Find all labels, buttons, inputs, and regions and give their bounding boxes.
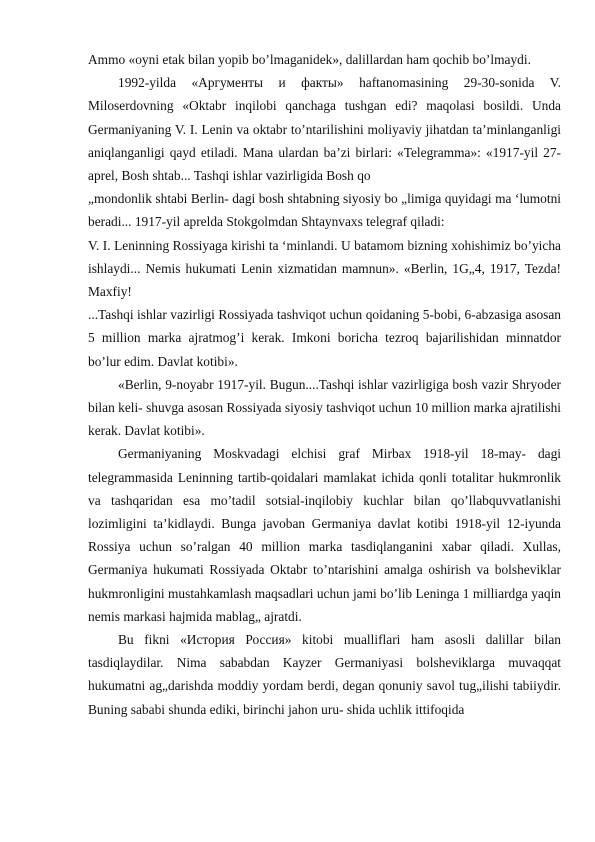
paragraph-intro: Ammo «oyni etak bilan yopib bo’lmaganidek», dalillardan ham qochib bo’lmaydi. — [88, 52, 531, 67]
paragraph-history-book: Bu fikni «История Россия» kitobi mualliflari ham asosli dalillar bilan tasdiqlaydilar. Nima sababdan Kayzer Germaniyasi bolsheviklarga muvaqqat hukumatni ag„darishda moddiy yordam berdi, degan qonuniy savol tug„ilishi tabiiydir. Buning sababi shunda ediki, birinchi jahon uru- shida uchlik ittifoqida — [88, 632, 561, 717]
document-body — [88, 48, 561, 721]
paragraph-mirbach: Germaniyaning Moskvadagi elchisi graf Mirbax 1918-yil 18-may- dagi telegrammasida Leninning tartib-qoidalari mamlakat ichida qonli totalitar hukmronlik va tashqaridan esa mo’tadil sotsial-inqilobiy kuchlar bilan qo’llabquvvatlanishi lozimligini ta’kidlaydi. Bunga javoban Germaniya davlat kotibi 1918-yil 12-iyunda Rossiya uchun so’ralgan 40 million marka tasdiqlanganini xabar qiladi. Xullas, Germaniya hukumati Rossiyada Oktabr to’ntarishini amalga oshirish va bolsheviklar hukmronligini mustahkamlash maqsadlari uchun jami bo’lib Leninga 1 milliardga yaqin nemis markasi hajmida mablag„ ajratdi. — [88, 446, 561, 624]
paragraph-telegram-continuation: „mondonlik shtabi Berlin- dagi bosh shtabning siyosiy bo „limiga quyidagi ma ‘lumotni beradi... 1917-yil aprelda Stokgolmdan Shtaynvaxs telegraf qiladi: — [88, 191, 561, 230]
paragraph-berlin-november: «Berlin, 9-noyabr 1917-yil. Bugun....Tashqi ishlar vazirligiga bosh vazir Shryoder bilan keli- shuvga asosan Rossiyada siyosiy tashviqot uchun 10 million marka ajratilishi kerak. Davlat kotibi». — [88, 376, 561, 439]
paragraph-article-mention: 1992-yilda «Аргументы и факты» haftanomasining 29-30-sonida V. Miloserdovning «Oktabr inqilobi qanchaga tushgan edi? maqolasi bosildi. Unda Germaniyaning V. I. Lenin va oktabr to’ntarilishini moliyaviy jihatdan ta’minlanganligi aniqlanganligi qayd etiladi. Mana ulardan ba’zi birlari: «Telegramma»: «1917-yil 27-aprel, Bosh shtab... Tashqi ishlar vazirligida Bosh qo — [88, 75, 561, 184]
paragraph-foreign-ministry: ...Tashqi ishlar vazirligi Rossiyada tashviqot uchun qoidaning 5-bobi, 6-abzasiga asosan 5 million marka ajratmog’i kerak. Imkoni boricha tezroq bajarilishidan minnatdor bo’lur edim. Davlat kotibi». — [88, 307, 561, 369]
paragraph-lenin-entry: V. I. Leninning Rossiyaga kirishi ta ‘minlandi. U batamom bizning xohishimiz bo’yicha ishlaydi... Nemis hukumati Lenin xizmatidan mamnun». «Berlin, 1G„4, 1917, Tezda! Maxfiy! — [88, 237, 561, 300]
